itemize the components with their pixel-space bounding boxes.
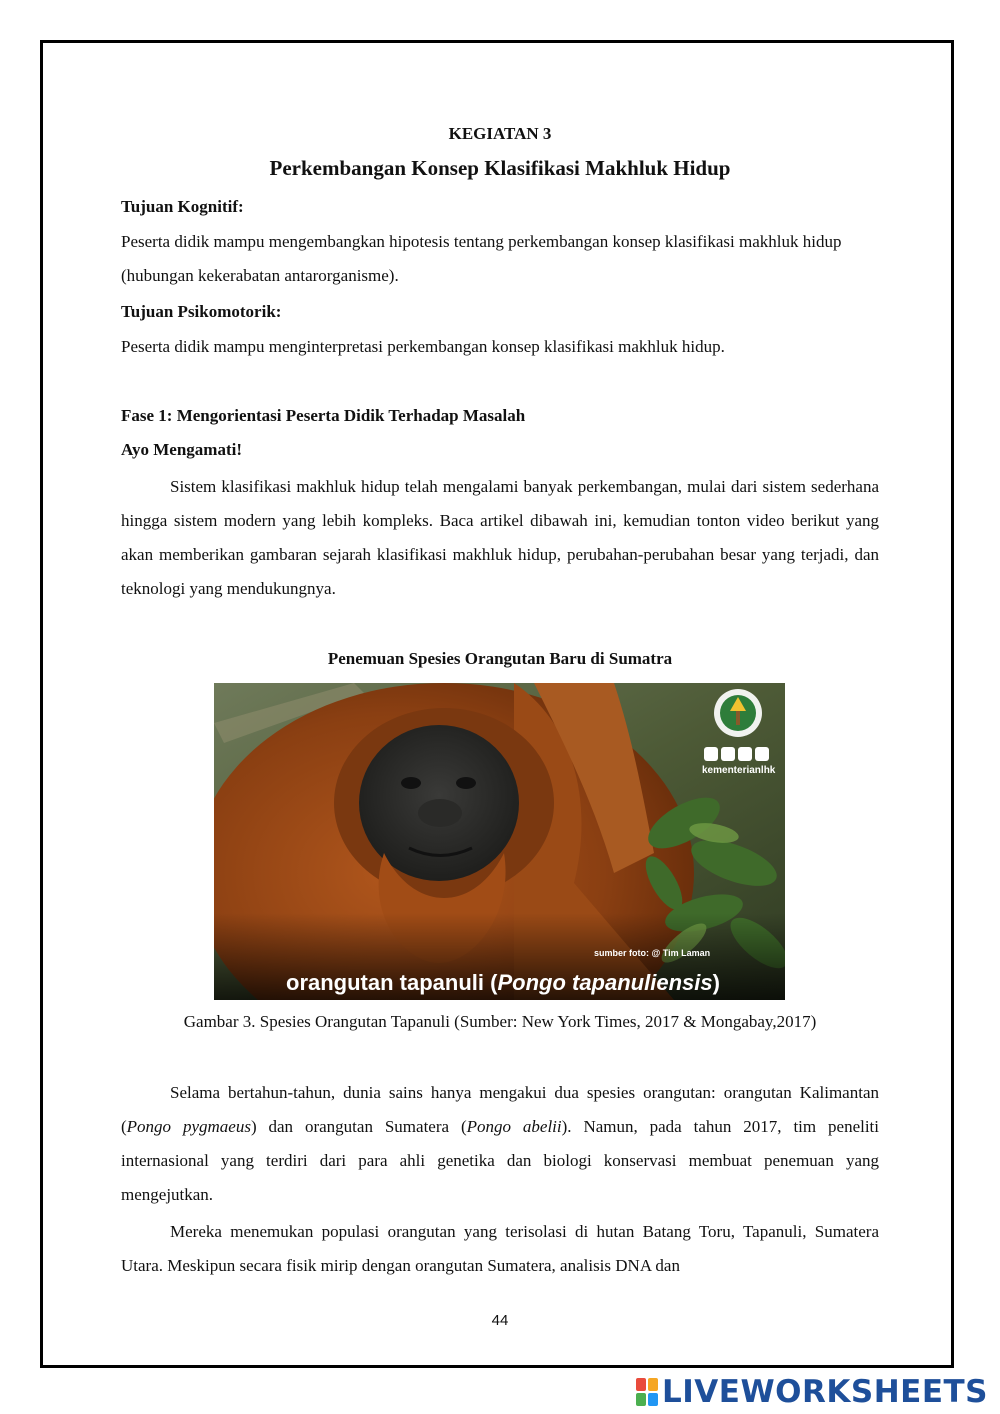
cognitive-goal-text: Peserta didik mampu mengembangkan hipotesis tentang perkembangan konsep klasifikasi makhluk hidup (hubungan kekerabatan antarorganisme). bbox=[121, 232, 842, 285]
brand-text: LIVEWORKSHEETS bbox=[662, 1374, 988, 1410]
psychomotor-goal-text: Peserta didik mampu menginterpretasi perkembangan konsep klasifikasi makhluk hidup. bbox=[121, 337, 725, 356]
cognitive-goal-heading: Tujuan Kognitif: bbox=[121, 197, 244, 216]
page-number: 44 bbox=[491, 1312, 509, 1329]
photo-label-prefix: orangutan tapanuli ( bbox=[286, 970, 498, 995]
body-paragraph-1 bbox=[121, 1076, 879, 1212]
psychomotor-goal-heading: Tujuan Psikomotorik: bbox=[121, 302, 282, 321]
photo-label bbox=[286, 970, 720, 996]
figure-title: Penemuan Spesies Orangutan Baru di Sumatra bbox=[327, 649, 673, 668]
figure-caption: Gambar 3. Spesies Orangutan Tapanuli (Sumber: New York Times, 2017 & Mongabay,2017) bbox=[183, 1012, 817, 1031]
photo-label-species: Pongo tapanuliensis bbox=[497, 970, 713, 995]
body-p1-part-c: ). Namun, pada tahun 2017, tim peneliti internasional yang terdiri dari para ahli genetika dan biologi konservasi membuat penemuan yang mengejutkan. bbox=[121, 1117, 880, 1204]
body-p1-species-2: Pongo abelii bbox=[466, 1117, 562, 1136]
intro-paragraph: Sistem klasifikasi makhluk hidup telah mengalami banyak perkembangan, mulai dari sistem sederhana hingga sistem modern yang lebih kompleks. Baca artikel dibawah ini, kemudian tonton video berikut yang akan memberikan gambaran sejarah klasifikasi makhluk hidup, perubahan-perubahan besar yang terjadi, dan teknologi yang mendukungnya. bbox=[121, 477, 879, 598]
observe-heading: Ayo Mengamati! bbox=[121, 440, 243, 459]
watermark-text: kementerianlhk bbox=[702, 765, 776, 776]
body-p1-part-a: Selama bertahun-tahun, dunia sains hanya mengakui dua spesies orangutan: orangutan Kalimantan ( bbox=[121, 1083, 879, 1136]
body-p1-part-b: ) dan orangutan Sumatera ( bbox=[250, 1117, 467, 1136]
page-title: Perkembangan Konsep Klasifikasi Makhluk Hidup bbox=[269, 156, 731, 180]
phase-heading: Fase 1: Mengorientasi Peserta Didik Terhadap Masalah bbox=[121, 406, 526, 425]
liveworksheets-logo[interactable] bbox=[636, 1374, 988, 1410]
photo-credit: sumber foto: @ Tim Laman bbox=[594, 948, 711, 958]
body-paragraph-2: Mereka menemukan populasi orangutan yang terisolasi di hutan Batang Toru, Tapanuli, Sumatera Utara. Meskipun secara fisik mirip dengan orangutan Sumatera, analisis DNA dan bbox=[121, 1222, 879, 1275]
activity-label: KEGIATAN 3 bbox=[448, 124, 552, 143]
photo-label-suffix: ) bbox=[712, 970, 720, 995]
orangutan-photo bbox=[214, 683, 785, 1000]
liveworksheets-icon bbox=[636, 1378, 658, 1406]
body-p1-species-1: Pongo pygmaeus bbox=[126, 1117, 251, 1136]
